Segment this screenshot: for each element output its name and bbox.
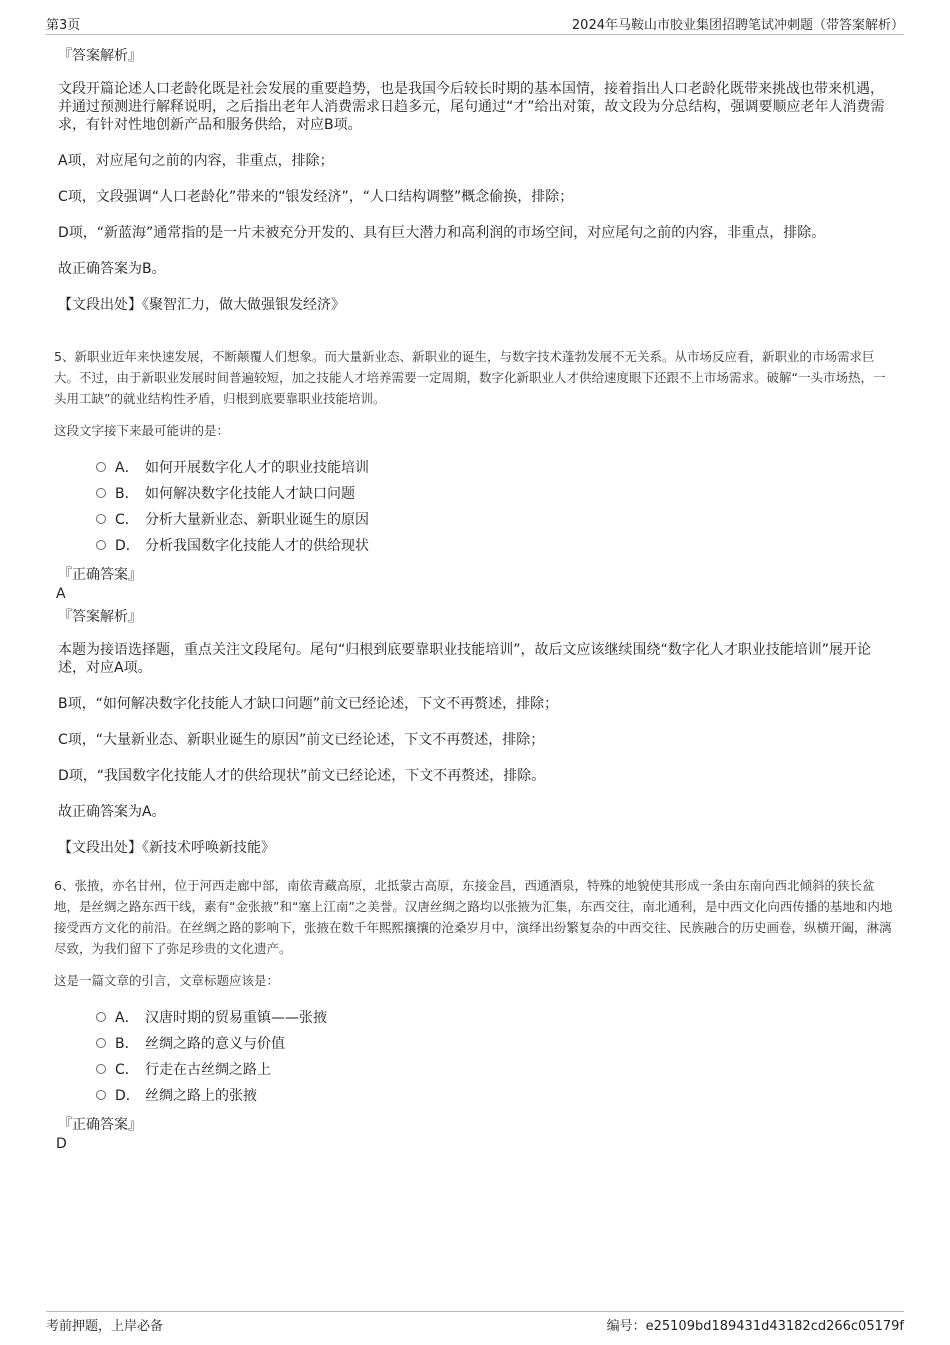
page-header — [46, 14, 904, 35]
radio-icon[interactable] — [96, 540, 106, 550]
document-title: 2024年马鞍山市胶业集团招聘笔试冲刺题（带答案解析） — [571, 18, 904, 33]
correct-answer: A — [56, 586, 66, 602]
option-letter: B． — [115, 1036, 139, 1052]
code-label: 编号： — [606, 1319, 646, 1334]
analysis-paragraph: 文段开篇论述人口老龄化既是社会发展的重要趋势，也是我国今后较长时期的基本国情，接着指出人口老龄化既带来挑战也带来机遇，并通过预测进行解释说明，之后指出老年人消费需求日趋多元，尾句通过“才”给出对策，故文段为分总结构，强调要顺应老年人消费需求，有针对性地创新产品和服务供给，对应B项。 — [58, 81, 885, 133]
text-source: 【文段出处】《新技术呼唤新技能》 — [58, 840, 275, 856]
option-letter: B． — [115, 486, 139, 502]
option-text: 行走在古丝绸之路上 — [145, 1062, 271, 1078]
analysis-conclusion: 故正确答案为B。 — [58, 261, 166, 277]
radio-icon[interactable] — [96, 488, 106, 498]
option-letter: C． — [115, 1062, 139, 1078]
document-code — [607, 1315, 904, 1334]
option-b[interactable] — [96, 1031, 897, 1057]
option-c[interactable] — [96, 1057, 897, 1083]
code-value: e25109bd189431d43182cd266c05179f — [645, 1319, 904, 1334]
option-text: 如何解决数字化技能人才缺口问题 — [145, 486, 355, 502]
radio-icon[interactable] — [96, 1090, 106, 1100]
correct-answer-label: 『正确答案』 — [58, 1117, 142, 1133]
question-6-prompt: 这是一篇文章的引言，文章标题应该是： — [54, 973, 280, 988]
option-letter: A． — [115, 1010, 139, 1026]
text-source: 【文段出处】《聚智汇力，做大做强银发经济》 — [58, 297, 345, 313]
radio-icon[interactable] — [96, 1038, 106, 1048]
analysis-paragraph: D项，“我国数字化技能人才的供给现状”前文已经论述，下文不再赘述，排除。 — [58, 768, 546, 784]
analysis-paragraph: C项，“大量新业态、新职业诞生的原因”前文已经论述，下文不再赘述，排除； — [58, 732, 545, 748]
analysis-paragraph: B项，“如何解决数字化技能人才缺口问题”前文已经论述，下文不再赘述，排除； — [58, 696, 559, 712]
question-5-options — [52, 455, 897, 559]
question-6-options — [52, 1005, 897, 1109]
option-letter: D． — [115, 1088, 140, 1104]
page-number: 第3页 — [46, 18, 81, 33]
question-5-prompt: 这段文字接下来最可能讲的是： — [54, 423, 230, 438]
option-text: 汉唐时期的贸易重镇——张掖 — [145, 1010, 327, 1026]
option-text: 分析我国数字化技能人才的供给现状 — [145, 538, 369, 554]
footer-slogan: 考前押题，上岸必备 — [46, 1319, 164, 1334]
option-a[interactable] — [96, 455, 897, 481]
option-letter: C． — [115, 512, 139, 528]
question-6-passage: 6、张掖，亦名甘州，位于河西走廊中部，南依青藏高原，北抵蒙古高原，东接金昌，西通酒泉，特殊的地貌使其形成一条由东南向西北倾斜的狭长盆地，是丝绸之路东西干线，素有“金张掖”和“塞上江南”之美誉。汉唐丝绸之路均以张掖为汇集，东西交往，南北通利，是中西文化向西传播的基地和内地接受西方文化的前沿。在丝绸之路的影响下，张掖在数千年熙熙攘攘的沧桑岁月中，演绎出纷繁复杂的中西交往、民族融合的历史画卷，纵横开阖，淋漓尽致，为我们留下了弥足珍贵的文化遗产。 — [54, 878, 893, 956]
option-d[interactable] — [96, 533, 897, 559]
correct-answer-label: 『正确答案』 — [58, 567, 142, 583]
option-text: 丝绸之路的意义与价值 — [145, 1036, 285, 1052]
page-content — [52, 46, 897, 1153]
option-text: 分析大量新业态、新职业诞生的原因 — [145, 512, 369, 528]
analysis-paragraph: C项，文段强调“人口老龄化”带来的“银发经济”，“人口结构调整”概念偷换，排除； — [58, 189, 574, 205]
option-text: 丝绸之路上的张掖 — [145, 1088, 257, 1104]
option-b[interactable] — [96, 481, 897, 507]
radio-icon[interactable] — [96, 1012, 106, 1022]
option-a[interactable] — [96, 1005, 897, 1031]
analysis-paragraph: 本题为接语选择题，重点关注文段尾句。尾句“归根到底要靠职业技能培训”，故后文应该继续围绕“数字化人才职业技能培训”展开论述，对应A项。 — [58, 642, 872, 676]
option-c[interactable] — [96, 507, 897, 533]
correct-answer: D — [56, 1136, 67, 1152]
analysis-paragraph: A项，对应尾句之前的内容，非重点，排除； — [58, 153, 334, 169]
option-d[interactable] — [96, 1083, 897, 1109]
analysis-conclusion: 故正确答案为A。 — [58, 804, 166, 820]
analysis-paragraph: D项，“新蓝海”通常指的是一片未被充分开发的、具有巨大潜力和高利润的市场空间，对应尾句之前的内容，非重点，排除。 — [58, 225, 826, 241]
option-letter: D． — [115, 538, 140, 554]
option-text: 如何开展数字化人才的职业技能培训 — [145, 460, 369, 476]
option-letter: A． — [115, 460, 139, 476]
question-5-passage: 5、新职业近年来快速发展，不断颠覆人们想象。而大量新业态、新职业的诞生，与数字技术蓬勃发展不无关系。从市场反应看，新职业的市场需求巨大。不过，由于新职业发展时间普遍较短，加之技能人才培养需要一定周期，数字化新职业人才供给速度眼下还跟不上市场需求。破解“一头市场热，一头用工缺”的就业结构性矛盾，归根到底要靠职业技能培训。 — [54, 349, 886, 406]
page-footer — [46, 1311, 904, 1337]
radio-icon[interactable] — [96, 514, 106, 524]
radio-icon[interactable] — [96, 1064, 106, 1074]
analysis-label: 『答案解析』 — [58, 609, 142, 625]
radio-icon[interactable] — [96, 462, 106, 472]
analysis-label: 『答案解析』 — [58, 48, 142, 64]
